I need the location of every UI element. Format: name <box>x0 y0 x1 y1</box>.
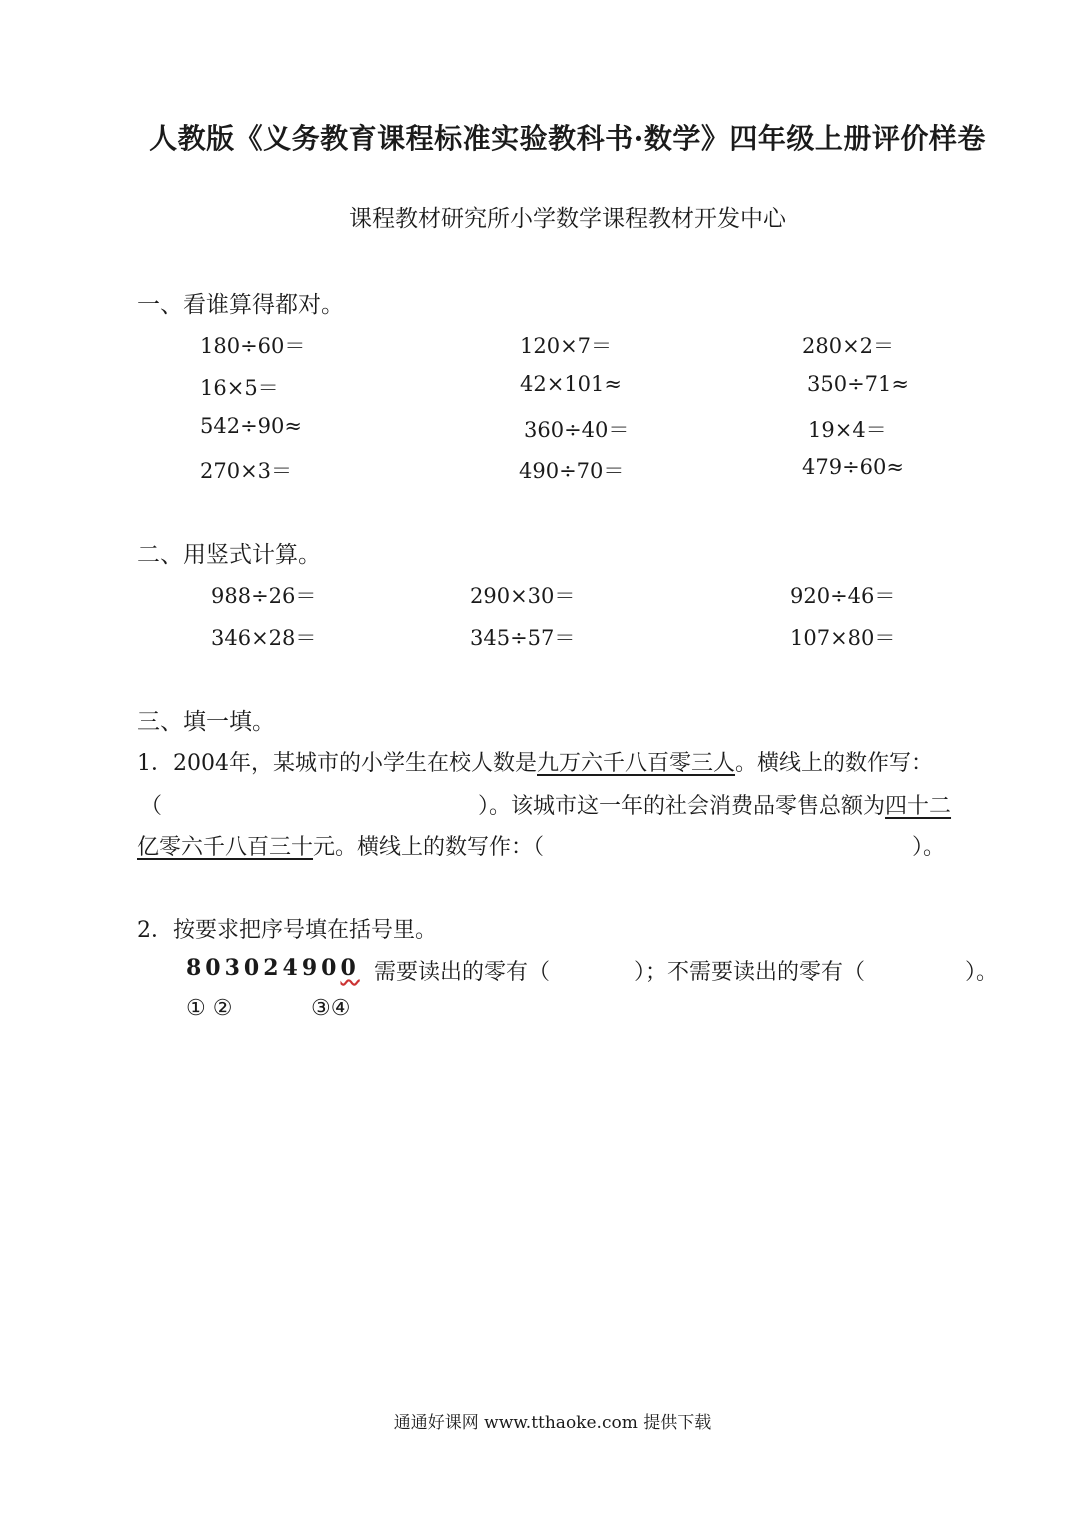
equation: 345÷57＝ <box>470 626 576 650</box>
q2-number-main: 80302490 <box>186 955 341 981</box>
q2-number-last: 0 <box>340 955 360 981</box>
equation: 988÷26＝ <box>211 584 317 608</box>
equation: 346×28＝ <box>211 626 317 650</box>
equation: 490÷70＝ <box>519 459 625 483</box>
question-1-line-1 <box>137 746 933 777</box>
q1-underlined-a: 九万六千八百零三人 <box>537 751 736 776</box>
q1-text-b: 。横线上的数作写： <box>735 751 934 776</box>
q1-text-c: ）。该城市这一年的社会消费品零售总额为 <box>478 794 886 819</box>
equation: 280×2＝ <box>802 334 895 358</box>
equation: 16×5＝ <box>200 376 279 400</box>
q1-paren-open: （ <box>140 794 163 819</box>
q1-underlined-b1: 四十二 <box>885 794 952 819</box>
q1-text-e: ）。 <box>912 835 946 860</box>
equation: 350÷71≈ <box>807 372 909 396</box>
equation: 180÷60＝ <box>200 334 306 358</box>
question-1-line-3 <box>137 830 544 861</box>
q2-close: ）。 <box>965 960 999 985</box>
equation: 542÷90≈ <box>200 414 302 438</box>
q2-markers-a: ① ② <box>186 996 233 1021</box>
q1-underlined-b2: 亿零六千八百三十 <box>137 835 314 860</box>
equation: 290×30＝ <box>470 584 576 608</box>
q2-need-read: 需要读出的零有（ <box>374 960 551 985</box>
footer-text: 通通好课网 www.tthaoke.com 提供下载 <box>393 1413 712 1433</box>
equation: 107×80＝ <box>790 626 896 650</box>
page-subtitle: 课程教材研究所小学数学课程教材开发中心 <box>349 206 786 232</box>
question-1-line-2 <box>478 789 951 820</box>
equation: 270×3＝ <box>200 459 293 483</box>
section1-heading: 一、看谁算得都对。 <box>137 292 344 318</box>
q2-number <box>186 955 360 981</box>
section3-heading: 三、填一填。 <box>137 709 275 735</box>
equation: 479÷60≈ <box>802 455 904 479</box>
q2-markers-b: ③④ <box>311 996 351 1021</box>
q1-text-a: 1．2004年，某城市的小学生在校人数是 <box>137 751 537 776</box>
question-2-prompt: 2．按要求把序号填在括号里。 <box>137 918 437 943</box>
q1-text-d: 元。横线上的数写作：（ <box>313 835 545 860</box>
equation: 920÷46＝ <box>790 584 896 608</box>
equation: 42×101≈ <box>520 372 622 396</box>
section2-heading: 二、用竖式计算。 <box>137 542 321 568</box>
q2-not-need-read: ）；不需要读出的零有（ <box>634 960 866 985</box>
page-title: 人教版《义务教育课程标准实验教科书·数学》四年级上册评价样卷 <box>149 122 986 155</box>
equation: 360÷40＝ <box>524 418 630 442</box>
equation: 120×7＝ <box>520 334 613 358</box>
equation: 19×4＝ <box>808 418 887 442</box>
